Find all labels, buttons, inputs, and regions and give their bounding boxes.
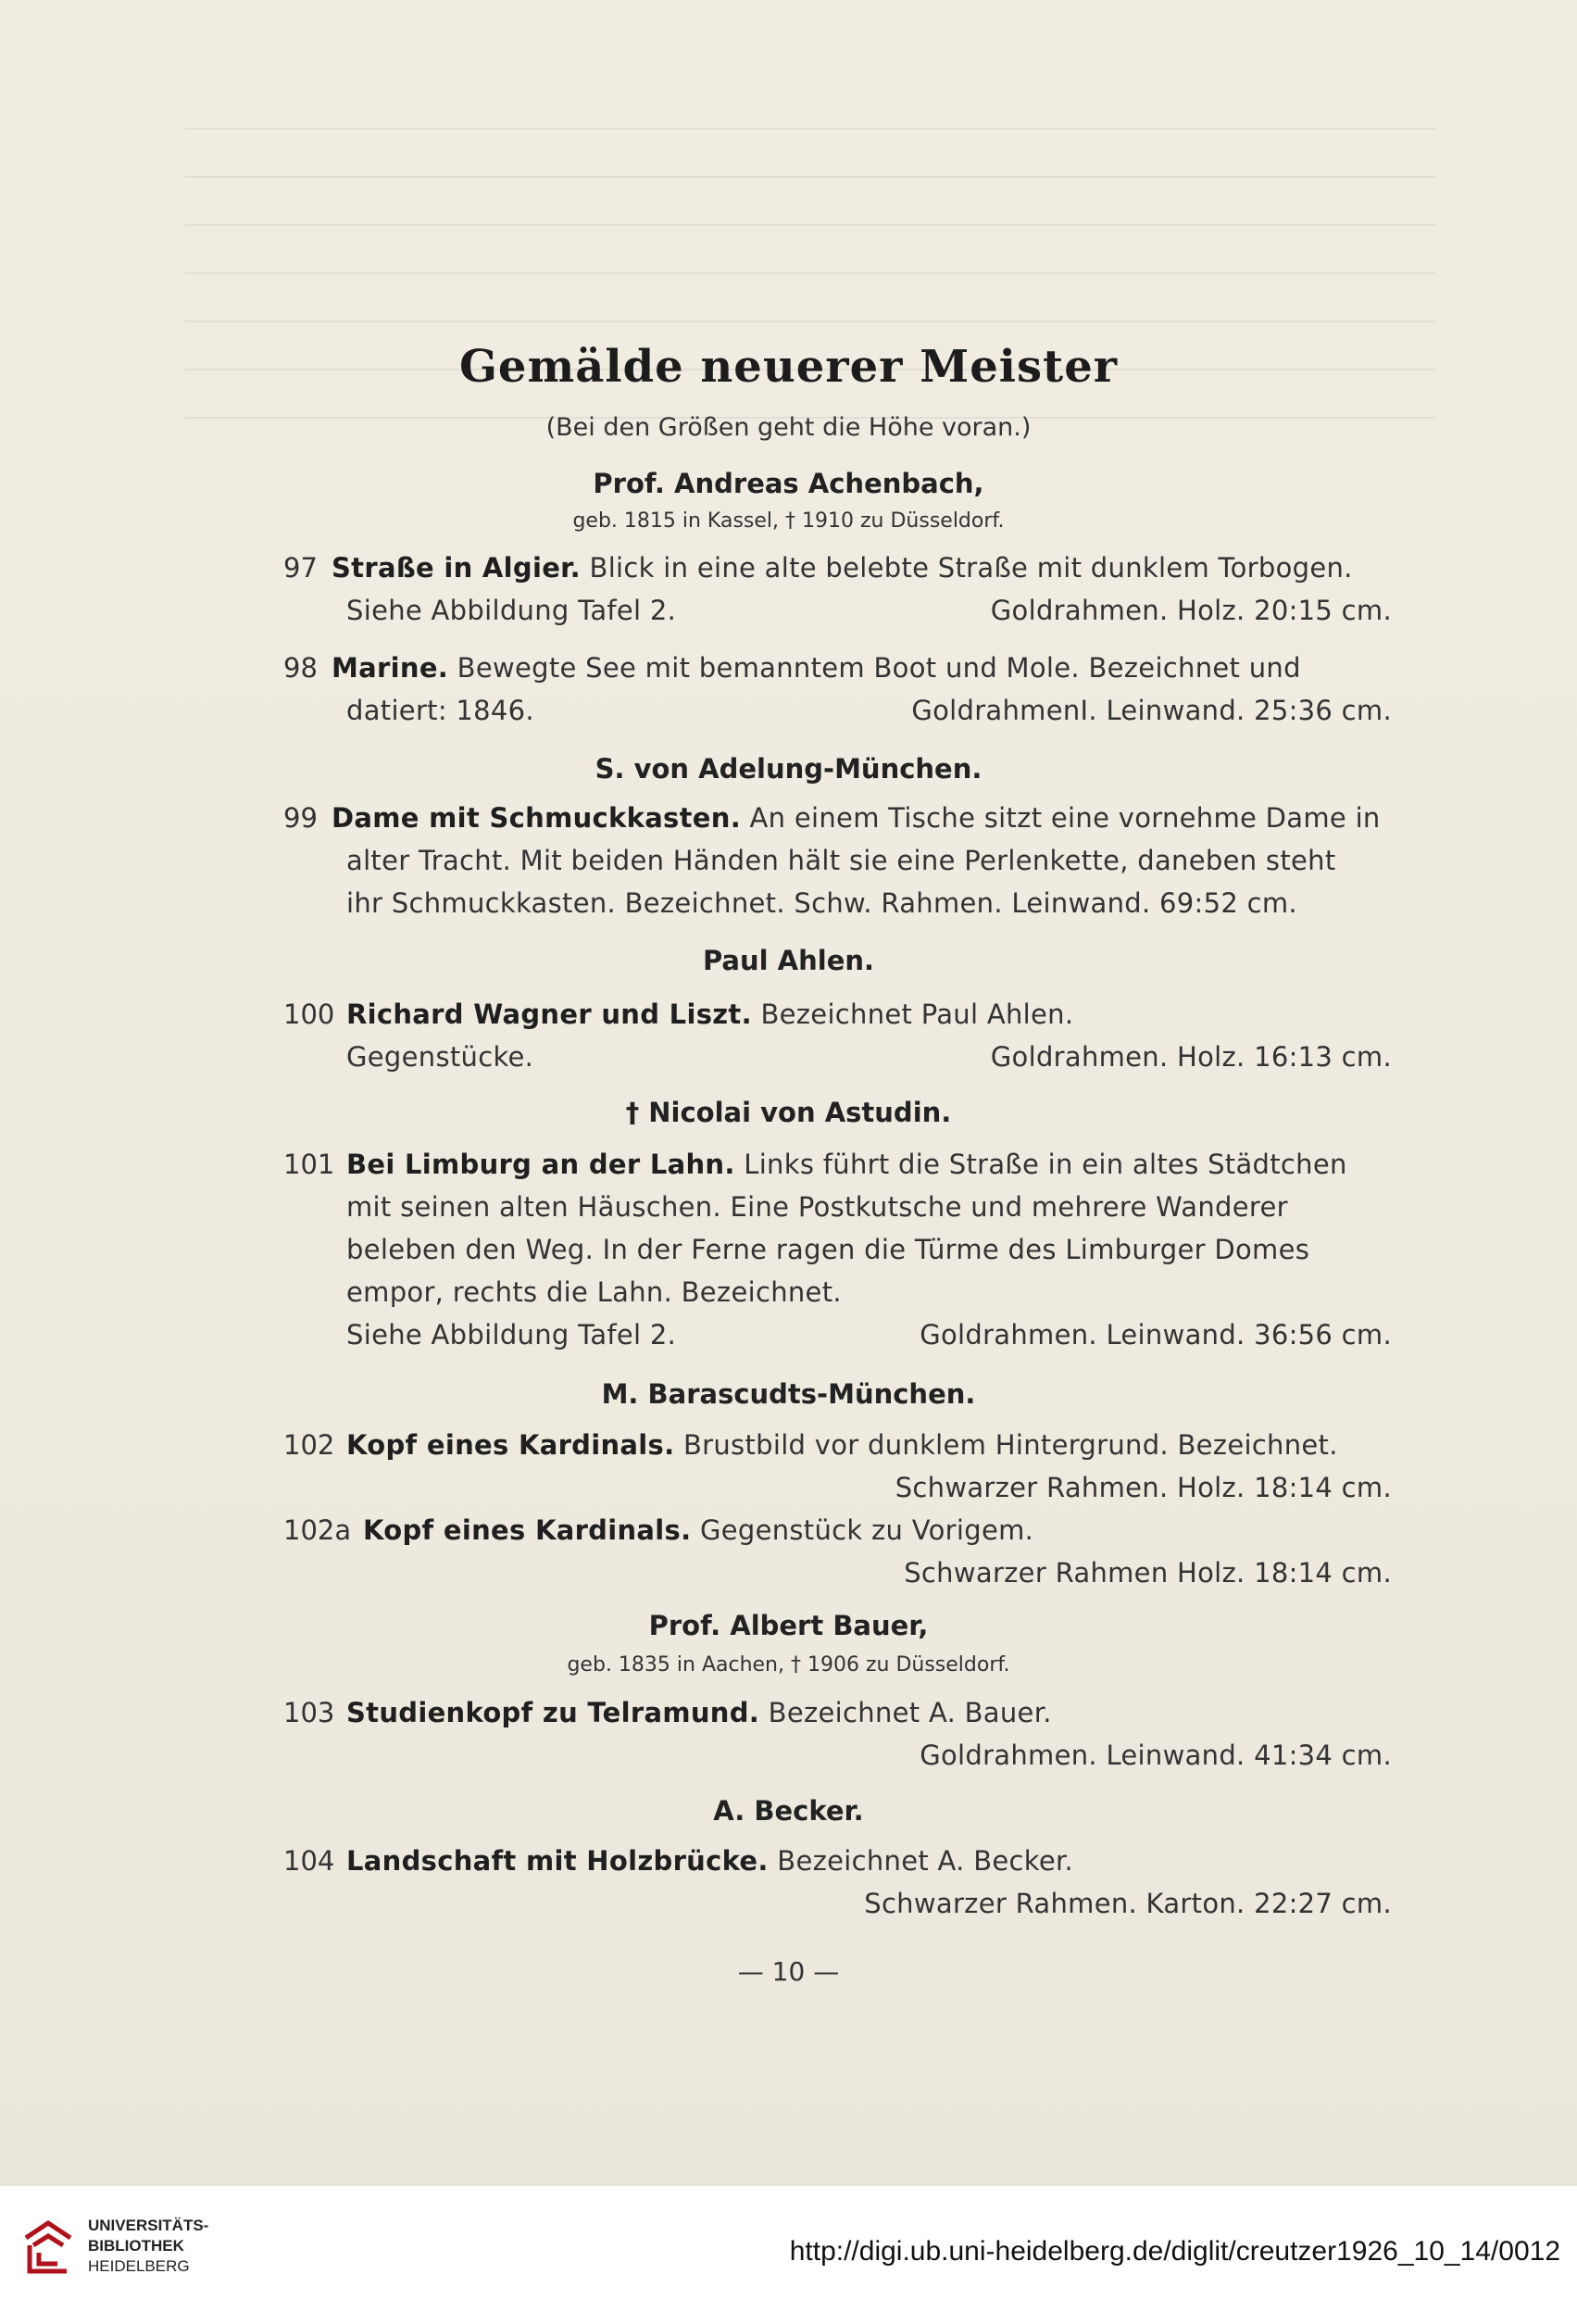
lot-description: Gegenstück zu Vorigem. xyxy=(699,1514,1034,1546)
artist-dates: geb. 1815 in Kassel, † 1910 zu Düsseldorf. xyxy=(572,509,1005,533)
lot-description: mit seinen alten Häuschen. Eine Postkutsche und mehrere Wanderer xyxy=(346,1191,1288,1223)
page-number: — 10 — xyxy=(737,1956,840,1987)
source-url-link[interactable]: http://digi.ub.uni-heidelberg.de/diglit/creutzer1926_10_14/0012 xyxy=(789,2236,1560,2267)
page-title: Gemälde neuerer Meister xyxy=(458,341,1119,393)
lot-details: Goldrahmen. Holz. 16:13 cm. xyxy=(990,1041,1392,1073)
lot-title: Landschaft mit Holzbrücke. xyxy=(346,1845,769,1877)
artist-name: Prof. Andreas Achenbach, xyxy=(593,468,984,499)
lot-details: Goldrahmen. Leinwand. 41:34 cm. xyxy=(920,1740,1392,1771)
artist-name: Paul Ahlen. xyxy=(702,945,875,976)
library-name-line: BIBLIOTHEK xyxy=(88,2237,184,2255)
lot-number: 99 xyxy=(283,802,318,834)
lot-details: Goldrahmen. Holz. 20:15 cm. xyxy=(990,595,1392,626)
lot-title: Bei Limburg an der Lahn. xyxy=(346,1149,735,1180)
lot-description: beleben den Weg. In der Ferne ragen die Türme des Limburger Domes xyxy=(346,1234,1310,1265)
lot-description: Bezeichnet A. Becker. xyxy=(777,1845,1074,1877)
lot-description: Blick in eine alte belebte Straße mit dunklem Torbogen. xyxy=(589,552,1353,584)
lot-number: 100 xyxy=(283,999,335,1030)
lot-details: Schwarzer Rahmen Holz. 18:14 cm. xyxy=(904,1557,1392,1589)
lot-description: Bezeichnet A. Bauer. xyxy=(768,1697,1052,1728)
footer-bar xyxy=(0,2186,1577,2324)
artist-name: M. Barascudts-München. xyxy=(601,1378,976,1410)
lot-description: Siehe Abbildung Tafel 2. xyxy=(346,595,677,626)
lot-description: Bewegte See mit bemanntem Boot und Mole. Bezeichnet und xyxy=(457,652,1301,684)
lot-title: Marine. xyxy=(332,652,449,684)
lot-description: alter Tracht. Mit beiden Händen hält sie eine Perlenkette, daneben steht xyxy=(346,845,1336,876)
library-name xyxy=(88,2216,208,2277)
library-name-line: HEIDELBERG xyxy=(88,2257,190,2275)
artist-name: S. von Adelung-München. xyxy=(595,753,982,785)
lot-number: 102 xyxy=(283,1429,335,1461)
lot-description: empor, rechts die Lahn. Bezeichnet. xyxy=(346,1276,842,1308)
lot-details: Schwarzer Rahmen. Karton. 22:27 cm. xyxy=(864,1888,1392,1919)
lot-details: Schwarzer Rahmen. Holz. 18:14 cm. xyxy=(895,1472,1392,1503)
library-name-line: UNIVERSITÄTS- xyxy=(88,2217,209,2234)
lot-title: Kopf eines Kardinals. xyxy=(346,1429,675,1461)
artist-dates: geb. 1835 in Aachen, † 1906 zu Düsseldorf. xyxy=(567,1653,1010,1677)
lot-number: 101 xyxy=(283,1149,335,1180)
lot-description: ihr Schmuckkasten. Bezeichnet. Schw. Rahmen. Leinwand. 69:52 cm. xyxy=(346,887,1297,919)
artist-name: Prof. Albert Bauer, xyxy=(648,1610,929,1641)
lot-description: Links führt die Straße in ein altes Städtchen xyxy=(744,1149,1347,1180)
lot-number: 102a xyxy=(283,1514,352,1546)
lot-title: Dame mit Schmuckkasten. xyxy=(332,802,742,834)
lot-description: datiert: 1846. xyxy=(346,695,534,726)
lot-description: Brustbild vor dunklem Hintergrund. Bezeichnet. xyxy=(682,1429,1338,1461)
lot-details: Goldrahmen. Leinwand. 36:56 cm. xyxy=(920,1319,1392,1350)
lot-number: 103 xyxy=(283,1697,335,1728)
university-library-logo-icon xyxy=(20,2217,76,2277)
lot-description: Bezeichnet Paul Ahlen. xyxy=(760,999,1074,1030)
artist-name: A. Becker. xyxy=(713,1795,864,1827)
lot-description: Gegenstücke. xyxy=(346,1041,534,1073)
lot-description: An einem Tische sitzt eine vornehme Dame in xyxy=(749,802,1381,834)
lot-number: 98 xyxy=(283,652,318,684)
lot-number: 97 xyxy=(283,552,318,584)
lot-title: Studienkopf zu Telramund. xyxy=(346,1697,760,1728)
page-subtitle: (Bei den Größen geht die Höhe voran.) xyxy=(545,413,1032,442)
lot-number: 104 xyxy=(283,1845,335,1877)
lot-title: Straße in Algier. xyxy=(332,552,581,584)
lot-title: Richard Wagner und Liszt. xyxy=(346,999,752,1030)
artist-name: † Nicolai von Astudin. xyxy=(625,1097,952,1128)
lot-title: Kopf eines Kardinals. xyxy=(363,1514,692,1546)
lot-details: GoldrahmenI. Leinwand. 25:36 cm. xyxy=(911,695,1392,726)
lot-description: Siehe Abbildung Tafel 2. xyxy=(346,1319,677,1350)
